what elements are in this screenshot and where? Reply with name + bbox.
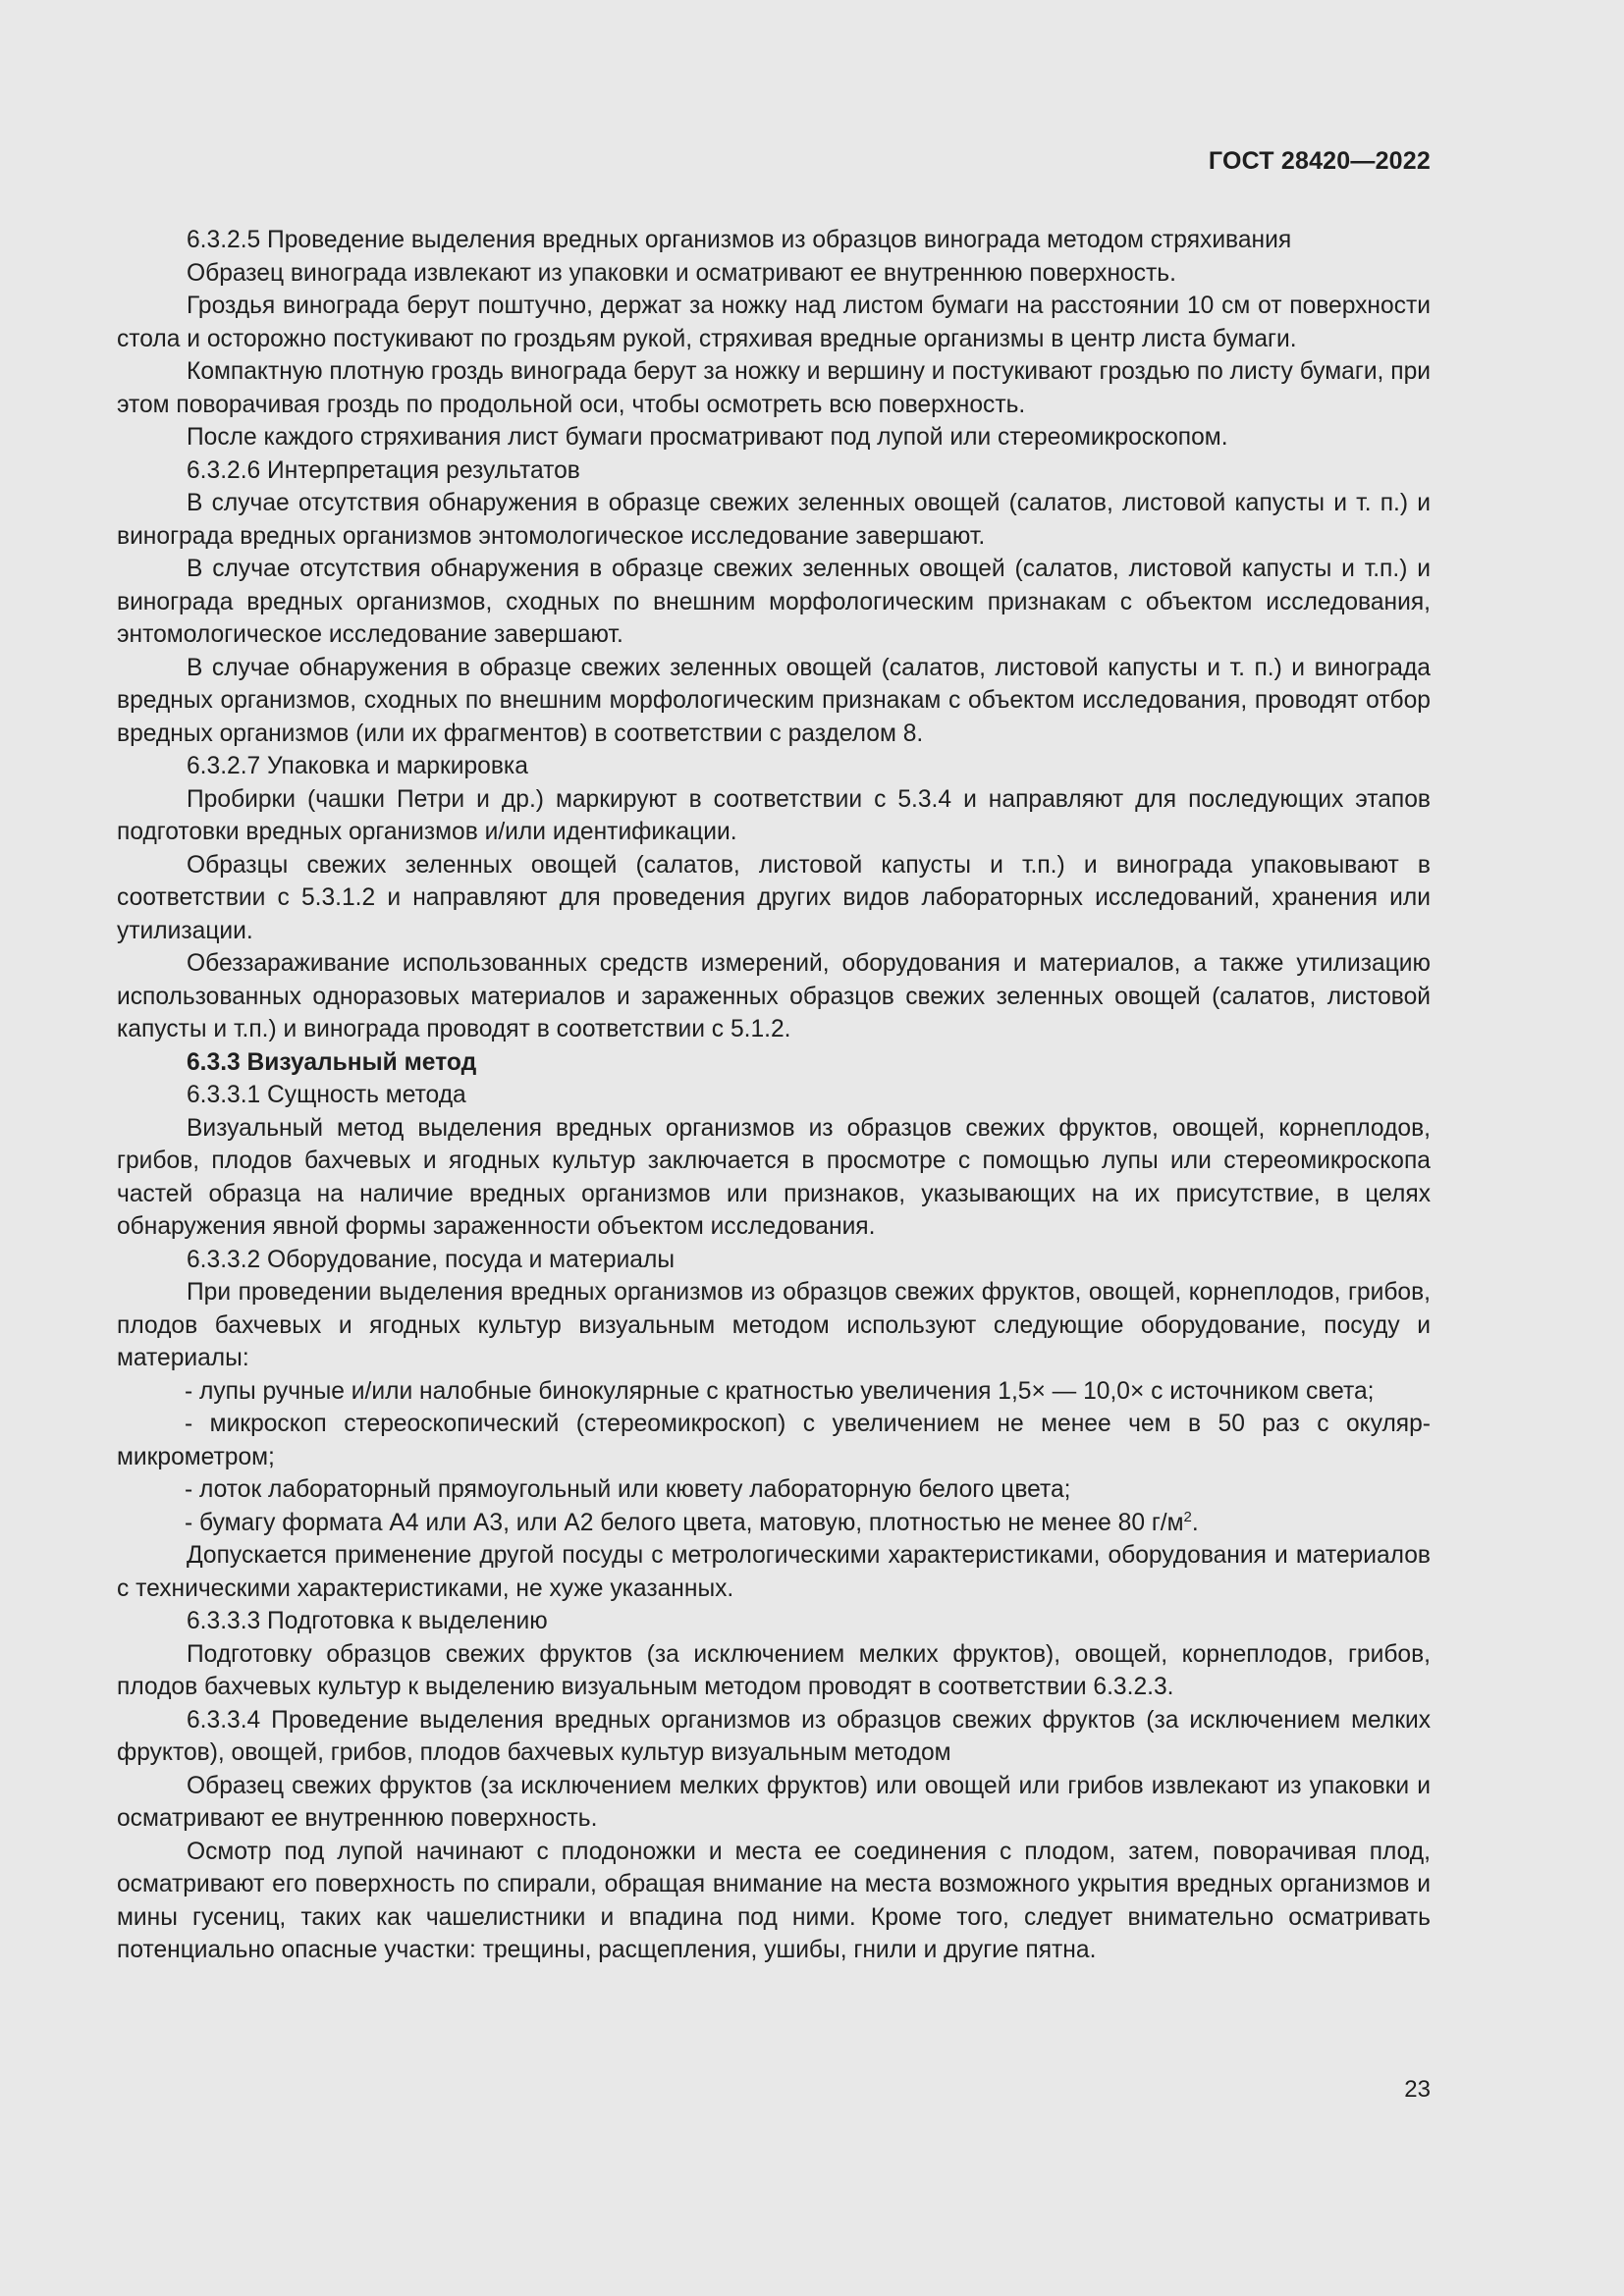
paragraph: 6.3.3.3 Подготовка к выделению: [187, 1608, 548, 1634]
paragraph: Пробирки (чашки Петри и др.) маркируют в соответствии с 5.3.4 и направляют для последующих этапов подготовки вредных организмов и/или идентификации.: [117, 785, 1431, 845]
list-item: - микроскоп стереоскопический (стереомикроскоп) с увеличением не менее чем в 50 раз с окуляр-микрометром;: [117, 1411, 1431, 1470]
list-item-end: .: [1191, 1509, 1199, 1536]
document-body: [117, 224, 1431, 1967]
paragraph: 6.3.2.7 Упаковка и маркировка: [187, 753, 528, 779]
paragraph: Гроздья винограда берут поштучно, держат за ножку над листом бумаги на расстоянии 10 см от поверхности стола и осторожно постукивают по гроздьям рукой, стряхивая вредные организмы в центр листа бумаги.: [117, 293, 1431, 352]
paragraph: 6.3.3.4 Проведение выделения вредных организмов из образцов свежих фруктов (за исключением мелких фруктов), овощей, грибов, плодов бахчевых культур визуальным методом: [117, 1706, 1431, 1766]
section-heading: 6.3.3 Визуальный метод: [187, 1048, 477, 1076]
paragraph: В случае обнаружения в образце свежих зеленных овощей (салатов, листовой капусты и т. п.) и винограда вредных организмов, сходных по внешним морфологическим признакам с объектом исследования, проводят отбор вредных организмов (или их фрагментов) в соответствии с разделом 8.: [117, 654, 1431, 747]
list-item: - лупы ручные и/или налобные бинокулярные с кратностью увеличения 1,5× — 10,0× с источником света;: [185, 1377, 1375, 1405]
superscript: 2: [1183, 1508, 1192, 1525]
paragraph: Компактную плотную гроздь винограда берут за ножку и вершину и постукивают гроздью по листу бумаги, при этом поворачивая гроздь по продольной оси, чтобы осмотреть всю поверхность.: [117, 358, 1431, 418]
paragraph: 6.3.2.6 Интерпретация результатов: [187, 456, 580, 484]
list-item: [117, 1507, 1431, 1540]
paragraph: Визуальный метод выделения вредных организмов из образцов свежих фруктов, овощей, корнеплодов, грибов, плодов бахчевых и ягодных культур заключается в просмотре с помощью лупы или стереомикроскопа частей образца на наличие вредных организмов или признаков, указывающих на их присутствие, в целях обнаружения явной формы зараженности объектом исследования.: [117, 1114, 1431, 1240]
paragraph: В случае отсутствия обнаружения в образце свежих зеленных овощей (салатов, листовой капусты и т.п.) и винограда вредных организмов, сходных по внешним морфологическим признакам с объектом исследования, энтомологическое исследование завершают.: [117, 556, 1431, 648]
paragraph: Осмотр под лупой начинают с плодоножки и места ее соединения с плодом, затем, поворачивая плод, осматривают его поверхность по спирали, обращая внимание на места возможного укрытия вредных организмов и мины гусениц, таких как чашелистники и впадина под ними. Кроме того, следует внимательно осматривать потенциально опасные участки: трещины, расщепления, ушибы, гнили и другие пятна.: [117, 1838, 1431, 1963]
paragraph: 6.3.3.2 Оборудование, посуда и материалы: [187, 1246, 676, 1273]
paragraph: Образец свежих фруктов (за исключением мелких фруктов) или овощей или грибов извлекают из упаковки и осматривают ее внутреннюю поверхность.: [117, 1772, 1431, 1832]
paragraph: Допускается применение другой посуды с метрологическими характеристиками, оборудования и материалов с техническими характеристиками, не хуже указанных.: [117, 1542, 1431, 1602]
paragraph: Подготовку образцов свежих фруктов (за исключением мелких фруктов), овощей, корнеплодов, грибов, плодов бахчевых культур к выделению визуальным методом проводят в соответствии 6.3.2.3.: [117, 1640, 1431, 1700]
list-item: - лоток лабораторный прямоугольный или кювету лабораторную белого цвета;: [185, 1476, 1071, 1503]
list-item-text: - бумагу формата А4 или А3, или А2 белого цвета, матовую, плотностью не менее 80 г/м: [185, 1509, 1184, 1536]
paragraph: Образец винограда извлекают из упаковки и осматривают ее внутреннюю поверхность.: [187, 259, 1176, 287]
paragraph: Образцы свежих зеленных овощей (салатов, листовой капусты и т.п.) и винограда упаковывают в соответствии с 5.3.1.2 и направляют для проведения других видов лабораторных исследований, хранения или утилизации.: [117, 851, 1431, 944]
page-number: 23: [1404, 2076, 1431, 2103]
paragraph: При проведении выделения вредных организмов из образцов свежих фруктов, овощей, корнеплодов, грибов, плодов бахчевых и ягодных культур визуальным методом используют следующие оборудование, посуду и материалы:: [117, 1279, 1431, 1371]
paragraph: Обеззараживание использованных средств измерений, оборудования и материалов, а также утилизацию использованных одноразовых материалов и зараженных образцов свежих зеленных овощей (салатов, листовой капусты и т.п.) и винограда проводят в соответствии с 5.1.2.: [117, 950, 1431, 1042]
paragraph: В случае отсутствия обнаружения в образце свежих зеленных овощей (салатов, листовой капусты и т. п.) и винограда вредных организмов энтомологическое исследование завершают.: [117, 490, 1431, 550]
document-header: ГОСТ 28420—2022: [1208, 147, 1431, 175]
paragraph: 6.3.3.1 Сущность метода: [187, 1082, 466, 1108]
paragraph: 6.3.2.5 Проведение выделения вредных организмов из образцов винограда методом стряхивания: [187, 227, 1292, 253]
paragraph: После каждого стряхивания лист бумаги просматривают под лупой или стереомикроскопом.: [187, 424, 1228, 451]
